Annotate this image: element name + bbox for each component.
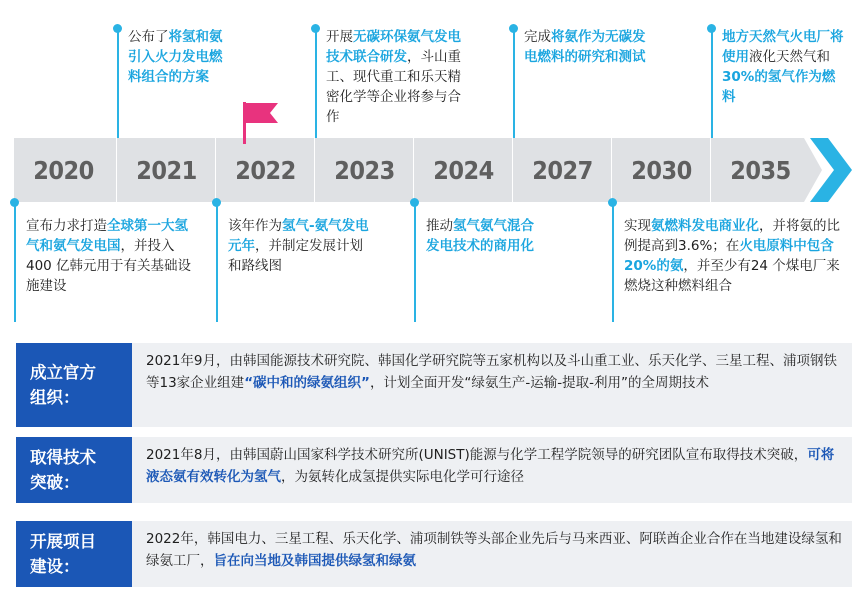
event-highlight: 将氢和氨引入火力发电燃料组合的方案: [128, 29, 223, 85]
info-box-text: [132, 521, 852, 587]
event-text: 公布了: [128, 29, 169, 45]
event-highlight: 无碳环保氨气发电技术联合研发: [326, 29, 461, 65]
event-text: ，斗山重工、现代重工和乐天精密化学等企业将参与合作: [326, 49, 461, 125]
year-2030: 2030: [631, 155, 692, 185]
year-2027: 2027: [532, 155, 593, 185]
info-box-text: [132, 343, 852, 427]
year-2023: 2023: [334, 155, 395, 185]
connector-dot: [10, 198, 19, 207]
chevron-right-icon: [808, 138, 858, 202]
connector-dot: [311, 24, 320, 33]
year-2021: 2021: [136, 155, 197, 185]
connector-dot: [113, 24, 122, 33]
event-text: ，并投入400 亿韩元用于有关基础设施建设: [26, 238, 192, 294]
event-text: ，并至少有24 个煤电厂来燃烧这种燃料组合: [624, 258, 840, 294]
connector-dot: [410, 198, 419, 207]
event-text: ，并制定发展计划和路线图: [228, 238, 363, 274]
box-highlight: 旨在向当地及韩国提供绿氢和绿氨: [213, 553, 416, 569]
event-highlight: 将氨作为无碳发电燃料的研究和测试: [524, 29, 646, 65]
year-2024: 2024: [433, 155, 494, 185]
event-highlight: 氨燃料发电商业化: [651, 218, 759, 234]
connector-line: [216, 202, 218, 322]
year-2022: 2022: [235, 155, 296, 185]
event-2021: [128, 27, 230, 87]
box-text: 2021年9月，由韩国能源技术研究院、韩国化学研究院等五家机构以及斗山重工业、乐天化学、三星工程、浦项钢铁等13家企业组建: [146, 353, 837, 391]
connector-line: [414, 202, 416, 322]
label-line: 开展项目: [30, 532, 96, 551]
info-box-organization: [16, 343, 852, 427]
event-text: 推动: [426, 218, 453, 234]
label-line: 突破：: [30, 473, 80, 492]
info-box-label: [16, 437, 132, 503]
label-line: 成立官方: [30, 363, 96, 382]
event-text: 宣布力求打造: [26, 218, 107, 234]
connector-dot: [608, 198, 617, 207]
event-highlight: 地方天然气火电厂将使用: [722, 29, 844, 65]
connector-dot: [509, 24, 518, 33]
event-highlight: 全球第一大氢气和氨气发电国: [26, 218, 188, 254]
event-highlight: 30%的氢气作为燃料: [722, 69, 836, 105]
event-highlight: 火电原料中包含20%的氨: [624, 238, 834, 274]
event-2020: [26, 216, 194, 296]
info-box-breakthrough: [16, 437, 852, 503]
info-box-text: [132, 437, 852, 503]
event-highlight: 氢气-氨气发电元年: [228, 218, 369, 254]
box-highlight: “碳中和的绿氨组织”: [244, 375, 370, 391]
box-text: ，为氨转化成氢提供实际电化学可行途径: [281, 469, 524, 485]
event-text: 该年作为: [228, 218, 282, 234]
year-2020: 2020: [33, 155, 94, 185]
info-box-projects: [16, 521, 852, 587]
connector-line: [315, 28, 317, 138]
connector-dot: [212, 198, 221, 207]
connector-line: [513, 28, 515, 138]
connector-dot: [707, 24, 716, 33]
event-2024: [426, 216, 538, 256]
flag-icon: [240, 100, 286, 146]
info-box-label: [16, 343, 132, 427]
event-2035: [722, 27, 848, 107]
event-2030: [624, 216, 852, 296]
box-highlight: 可将液态氨有效转化为氢气: [146, 447, 835, 485]
connector-line: [117, 28, 119, 138]
event-text: 完成: [524, 29, 551, 45]
year-2035: 2035: [730, 155, 791, 185]
event-text: 液化天然气和: [749, 49, 830, 65]
event-2027: [524, 27, 652, 67]
connector-line: [14, 202, 16, 322]
box-text: 2021年8月，由韩国蔚山国家科学技术研究所(UNIST)能源与化学工程学院领导的研究团队宣布取得技术突破，: [146, 447, 808, 463]
timeline-bar: [14, 138, 822, 202]
event-2022: [228, 216, 374, 276]
label-line: 组织：: [30, 388, 80, 407]
label-line: 建设：: [30, 557, 80, 576]
connector-line: [711, 28, 713, 138]
event-text: 开展: [326, 29, 353, 45]
box-text: 2022年，韩国电力、三星工程、乐天化学、浦项制铁等头部企业先后与马来西亚、阿联酋企业合作在当地建设绿氢和绿氨工厂，: [146, 531, 842, 569]
box-text: ，计划全面开发“绿氨生产-运输-提取-利用”的全周期技术: [369, 375, 710, 391]
label-line: 取得技术: [30, 448, 96, 467]
event-2023: [326, 27, 474, 127]
info-box-label: [16, 521, 132, 587]
event-highlight: 氢气氨气混合发电技术的商用化: [426, 218, 534, 254]
connector-line: [612, 202, 614, 322]
event-text: ，并将氨的比例提高到3.6%；在: [624, 218, 840, 254]
event-text: 实现: [624, 218, 651, 234]
